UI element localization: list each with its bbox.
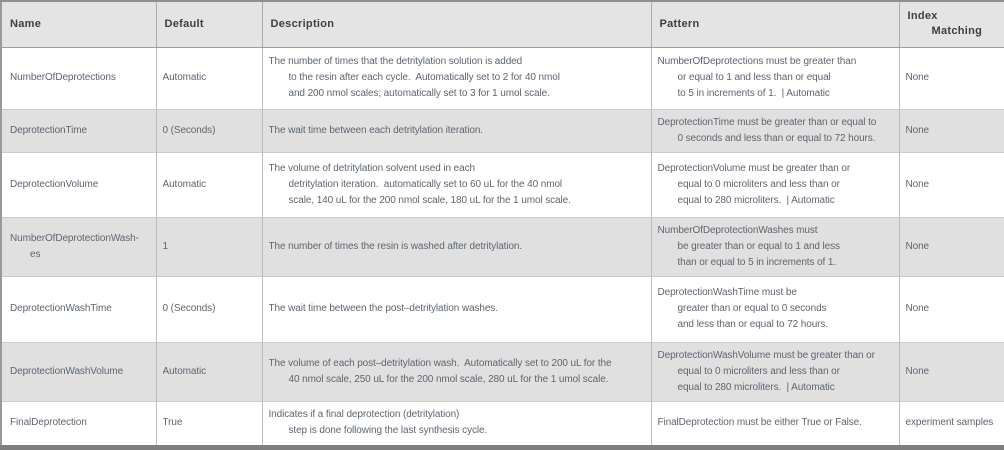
cell-text — [906, 364, 999, 380]
cell-default — [156, 217, 262, 276]
cell-line: The volume of each post–detritylation wash. Automatically set to 200 uL for the — [268, 357, 612, 369]
cell-text — [658, 115, 893, 147]
cell-line: than or equal to 5 in increments of 1. — [677, 256, 837, 268]
cell-text — [906, 70, 999, 86]
cell-text — [269, 123, 645, 139]
cell-text — [163, 239, 256, 255]
cell-text — [163, 70, 256, 86]
cell-text — [10, 17, 148, 32]
cell-line: detritylation iteration. automatically set to 60 uL for the 40 nmol — [288, 178, 563, 190]
cell-default — [156, 276, 262, 342]
cell-default — [156, 152, 262, 217]
cell-text — [906, 301, 999, 317]
cell-text — [269, 161, 645, 209]
cell-line: True — [162, 417, 183, 428]
cell-line: greater than or equal to 0 seconds — [677, 303, 827, 314]
cell-line: DeprotectionVolume must be greater than or — [657, 162, 851, 174]
cell-text — [269, 356, 645, 388]
cell-line: DeprotectionWashVolume must be greater than or — [657, 349, 875, 361]
cell-line: None — [905, 303, 930, 314]
cell-line: Automatic — [162, 72, 207, 83]
cell-name — [1, 109, 156, 152]
cell-text — [658, 415, 893, 431]
cell-line: NumberOfDeprotectionWash- — [10, 232, 139, 244]
cell-description — [262, 342, 651, 401]
cell-description — [262, 152, 651, 217]
cell-description — [262, 276, 651, 342]
cell-line: 0 (Seconds) — [162, 124, 216, 136]
cell-line: DeprotectionVolume — [10, 178, 99, 190]
cell-line: The wait time between the post–detritylation washes. — [268, 303, 498, 314]
cell-line: NumberOfDeprotections must be greater than — [657, 56, 857, 67]
cell-text — [906, 177, 999, 193]
cell-line: equal to 280 microliters. | Automatic — [677, 194, 835, 206]
cell-default — [156, 47, 262, 109]
cell-index-matching — [899, 342, 1004, 401]
cell-line: Matching — [931, 25, 983, 38]
cell-line: or equal to 1 and less than or equal — [677, 72, 831, 83]
cell-name — [1, 276, 156, 342]
cell-pattern — [651, 217, 899, 276]
cell-line: DeprotectionTime — [10, 124, 87, 136]
cell-line: to the resin after each cycle. Automatically set to 2 for 40 nmol — [288, 72, 560, 83]
cell-line: Description — [270, 17, 335, 30]
cell-line: The number of times that the detritylation solution is added — [268, 56, 523, 67]
cell-index-matching — [899, 276, 1004, 342]
cell-description — [262, 217, 651, 276]
cell-line: es — [30, 248, 41, 260]
cell-line: and less than or equal to 72 hours. — [677, 319, 828, 330]
table-row — [1, 401, 1004, 447]
cell-text — [660, 17, 891, 32]
cell-text — [658, 161, 893, 209]
cell-text — [163, 364, 256, 380]
cell-text — [658, 223, 893, 271]
cell-line: be greater than or equal to 1 and less — [677, 240, 840, 252]
cell-text — [658, 348, 893, 396]
cell-index-matching — [899, 47, 1004, 109]
cell-line: The wait time between each detritylation iteration. — [268, 124, 483, 136]
cell-line: None — [905, 240, 930, 252]
cell-text — [163, 415, 256, 431]
cell-line: NumberOfDeprotections — [10, 72, 116, 83]
cell-line: None — [905, 178, 930, 190]
cell-default — [156, 401, 262, 447]
cell-line: None — [905, 72, 930, 83]
table-row — [1, 276, 1004, 342]
cell-pattern — [651, 47, 899, 109]
cell-description — [262, 47, 651, 109]
cell-index-matching — [899, 152, 1004, 217]
cell-text — [10, 301, 150, 317]
cell-index-matching — [899, 217, 1004, 276]
cell-text — [906, 415, 999, 431]
cell-text — [269, 301, 645, 317]
table-header — [1, 1, 1004, 47]
cell-line: step is done following the last synthesis cycle. — [288, 425, 488, 436]
cell-text — [163, 177, 256, 193]
cell-line: equal to 0 microliters and less than or — [677, 178, 840, 190]
cell-index-matching — [899, 401, 1004, 447]
column-header-description — [262, 1, 651, 47]
cell-line: Indicates if a final deprotection (detritylation) — [268, 409, 460, 420]
cell-text — [10, 364, 150, 380]
cell-line: FinalDeprotection must be either True or False. — [657, 417, 862, 428]
cell-line: Index — [907, 10, 938, 23]
cell-line: to 5 in increments of 1. | Automatic — [677, 88, 830, 99]
cell-description — [262, 401, 651, 447]
cell-line: 40 nmol scale, 250 uL for the 200 nmol scale, 280 uL for the 1 umol scale. — [288, 373, 609, 385]
cell-name — [1, 342, 156, 401]
column-header-default — [156, 1, 262, 47]
cell-text — [10, 415, 150, 431]
cell-text — [165, 17, 254, 32]
cell-line: The volume of detritylation solvent used in each — [268, 162, 475, 174]
cell-line: Automatic — [162, 178, 207, 190]
cell-line: 1 — [162, 240, 168, 252]
cell-text — [163, 123, 256, 139]
cell-text — [10, 123, 150, 139]
cell-line: experiment samples — [905, 417, 994, 428]
column-header-index-matching — [899, 1, 1004, 47]
cell-name — [1, 401, 156, 447]
cell-line: NumberOfDeprotectionWashes must — [657, 224, 818, 236]
table-row — [1, 217, 1004, 276]
cell-line: DeprotectionWashTime must be — [657, 287, 797, 298]
cell-line: equal to 280 microliters. | Automatic — [677, 381, 835, 393]
table-body — [1, 47, 1004, 447]
cell-description — [262, 109, 651, 152]
column-header-name — [1, 1, 156, 47]
cell-default — [156, 109, 262, 152]
cell-name — [1, 47, 156, 109]
cell-line: DeprotectionWashVolume — [10, 365, 124, 377]
cell-line: Pattern — [659, 17, 700, 30]
cell-line: equal to 0 microliters and less than or — [677, 365, 840, 377]
table-row — [1, 109, 1004, 152]
cell-text — [269, 54, 645, 102]
cell-index-matching — [899, 109, 1004, 152]
cell-text — [269, 239, 645, 255]
cell-line: Automatic — [162, 365, 207, 377]
cell-line: Name — [10, 17, 42, 30]
cell-pattern — [651, 342, 899, 401]
cell-line: 0 (Seconds) — [162, 303, 216, 314]
cell-text — [658, 285, 893, 333]
cell-text — [10, 70, 150, 86]
cell-line: DeprotectionWashTime — [10, 303, 112, 314]
cell-pattern — [651, 109, 899, 152]
cell-line: The number of times the resin is washed after detritylation. — [268, 240, 523, 252]
cell-pattern — [651, 401, 899, 447]
cell-line: FinalDeprotection — [10, 417, 87, 428]
cell-text — [271, 17, 643, 32]
header-row — [1, 1, 1004, 47]
table-row — [1, 152, 1004, 217]
cell-name — [1, 217, 156, 276]
cell-line: Default — [164, 17, 204, 30]
cell-text — [906, 123, 999, 139]
cell-line: None — [905, 365, 930, 377]
cell-line: scale, 140 uL for the 200 nmol scale, 180 uL for the 1 umol scale. — [288, 194, 571, 206]
cell-text — [269, 407, 645, 439]
table-row — [1, 342, 1004, 401]
cell-text — [908, 9, 997, 39]
cell-default — [156, 342, 262, 401]
cell-text — [658, 54, 893, 102]
cell-text — [10, 177, 150, 193]
column-header-pattern — [651, 1, 899, 47]
cell-text — [163, 301, 256, 317]
cell-pattern — [651, 276, 899, 342]
cell-text — [906, 239, 999, 255]
cell-text — [10, 231, 150, 263]
cell-name — [1, 152, 156, 217]
cell-line: None — [905, 124, 930, 136]
cell-line: 0 seconds and less than or equal to 72 hours. — [677, 132, 876, 144]
cell-line: and 200 nmol scales; automatically set to 3 for 1 umol scale. — [288, 88, 550, 99]
cell-line: DeprotectionTime must be greater than or equal to — [657, 116, 877, 128]
table-row — [1, 47, 1004, 109]
cell-pattern — [651, 152, 899, 217]
